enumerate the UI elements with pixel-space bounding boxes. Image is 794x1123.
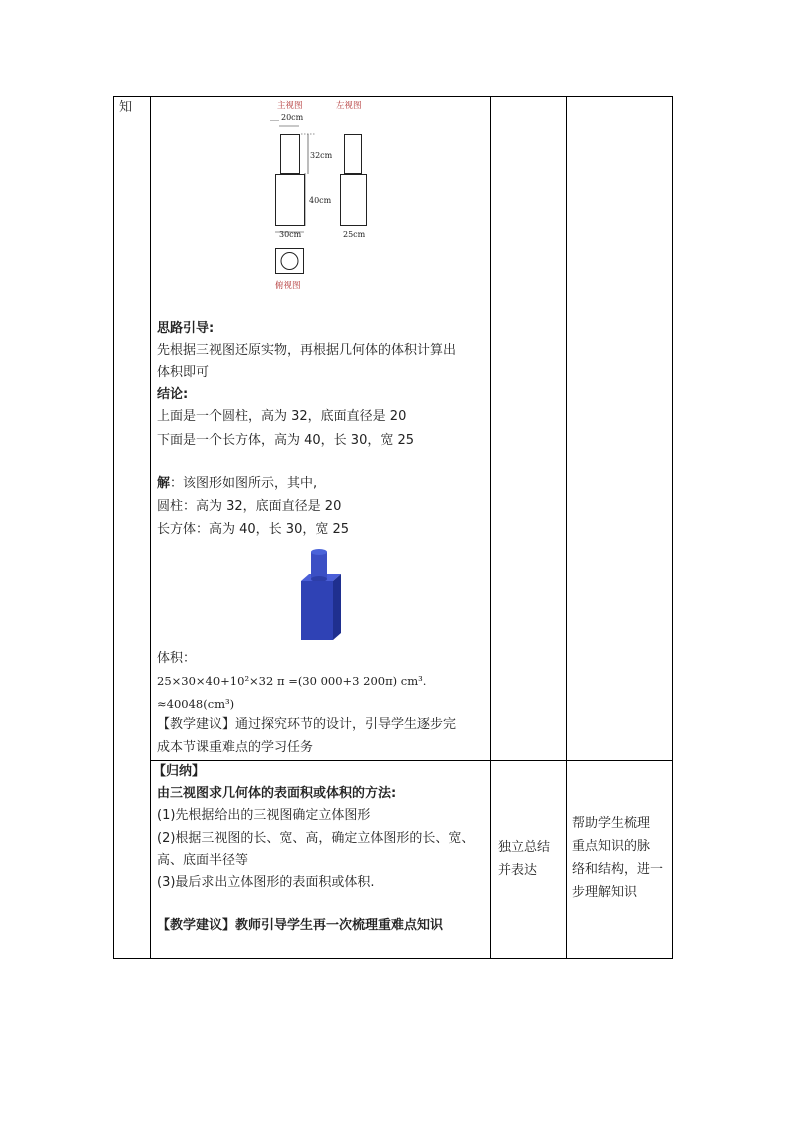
row-label: 知	[119, 100, 133, 115]
solid-illustration	[296, 548, 348, 642]
student-activity-line-2: 并表达	[498, 863, 538, 878]
row-divider	[150, 760, 673, 761]
solution-line-2: 圆柱：高为 32，底面直径是 20	[157, 499, 342, 514]
conclusion-heading: 结论:	[157, 387, 189, 402]
summary-heading: 【归纳】	[153, 764, 206, 779]
advice-1-line-1: 【教学建议】通过探究环节的设计，引导学生逐步完	[157, 717, 457, 732]
summary-step-2b: 高、底面半径等	[157, 853, 249, 868]
dim-top-height: 32cm	[310, 151, 333, 160]
design-intent-line-3: 络和结构，进一	[572, 862, 664, 877]
side-view-label: 左视图	[336, 101, 362, 111]
conclusion-line-1: 上面是一个圆柱，高为 32，底面直径是 20	[157, 409, 407, 424]
solution-line-3: 长方体：高为 40，长 30，宽 25	[157, 522, 350, 537]
top-view-label: 俯视图	[275, 281, 301, 291]
table-border-left	[113, 96, 114, 959]
top-view-circle	[275, 248, 304, 274]
hint-line-2: 体积即可	[157, 365, 210, 380]
hint-heading: 思路引导:	[157, 321, 215, 336]
summary-step-3: (3)最后求出立体图形的表面积或体积.	[157, 875, 375, 890]
side-view-cuboid	[340, 174, 367, 226]
summary-step-1: (1)先根据给出的三视图确定立体图形	[157, 808, 371, 823]
dim-bottom-width: 30cm	[279, 230, 302, 239]
solution-line-1	[157, 473, 317, 495]
summary-step-2a: (2)根据三视图的长、宽、高，确定立体图形的长、宽、	[157, 831, 475, 846]
advice-2: 【教学建议】教师引导学生再一次梳理重难点知识	[157, 918, 444, 933]
dim-top-width: 20cm	[281, 113, 304, 122]
solution-text: ：该图形如图所示，其中,	[170, 476, 318, 491]
solution-heading: 解	[157, 476, 171, 491]
design-intent-line-4: 步理解知识	[572, 885, 638, 900]
volume-approx: ≈40048(cm³)	[157, 697, 235, 711]
conclusion-line-2: 下面是一个长方体，高为 40，长 30，宽 25	[157, 433, 415, 448]
side-view-cylinder	[344, 134, 362, 174]
volume-formula: 25×30×40+10²×32 π =(30 000+3 200π) cm³.	[157, 674, 427, 688]
design-intent-line-2: 重点知识的脉	[572, 839, 651, 854]
column-divider-2	[490, 96, 491, 959]
table-border-right	[672, 96, 673, 959]
design-intent-line-1: 帮助学生梳理	[572, 816, 651, 831]
advice-1-line-2: 成本节课重难点的学习任务	[157, 740, 314, 755]
volume-heading: 体积：	[157, 651, 197, 666]
column-divider-1	[150, 96, 151, 959]
column-divider-3	[566, 96, 567, 959]
dim-side-width: 25cm	[343, 230, 366, 239]
table-border-top	[113, 96, 673, 97]
table-border-bottom	[113, 958, 673, 959]
student-activity-line-1: 独立总结	[498, 840, 551, 855]
front-view-label: 主视图	[277, 101, 303, 111]
summary-title: 由三视图求几何体的表面积或体积的方法:	[157, 786, 397, 801]
front-view-cuboid	[275, 174, 305, 226]
dim-bottom-height: 40cm	[309, 196, 332, 205]
hint-line-1: 先根据三视图还原实物，再根据几何体的体积计算出	[157, 343, 457, 358]
front-view-cylinder	[280, 134, 300, 174]
